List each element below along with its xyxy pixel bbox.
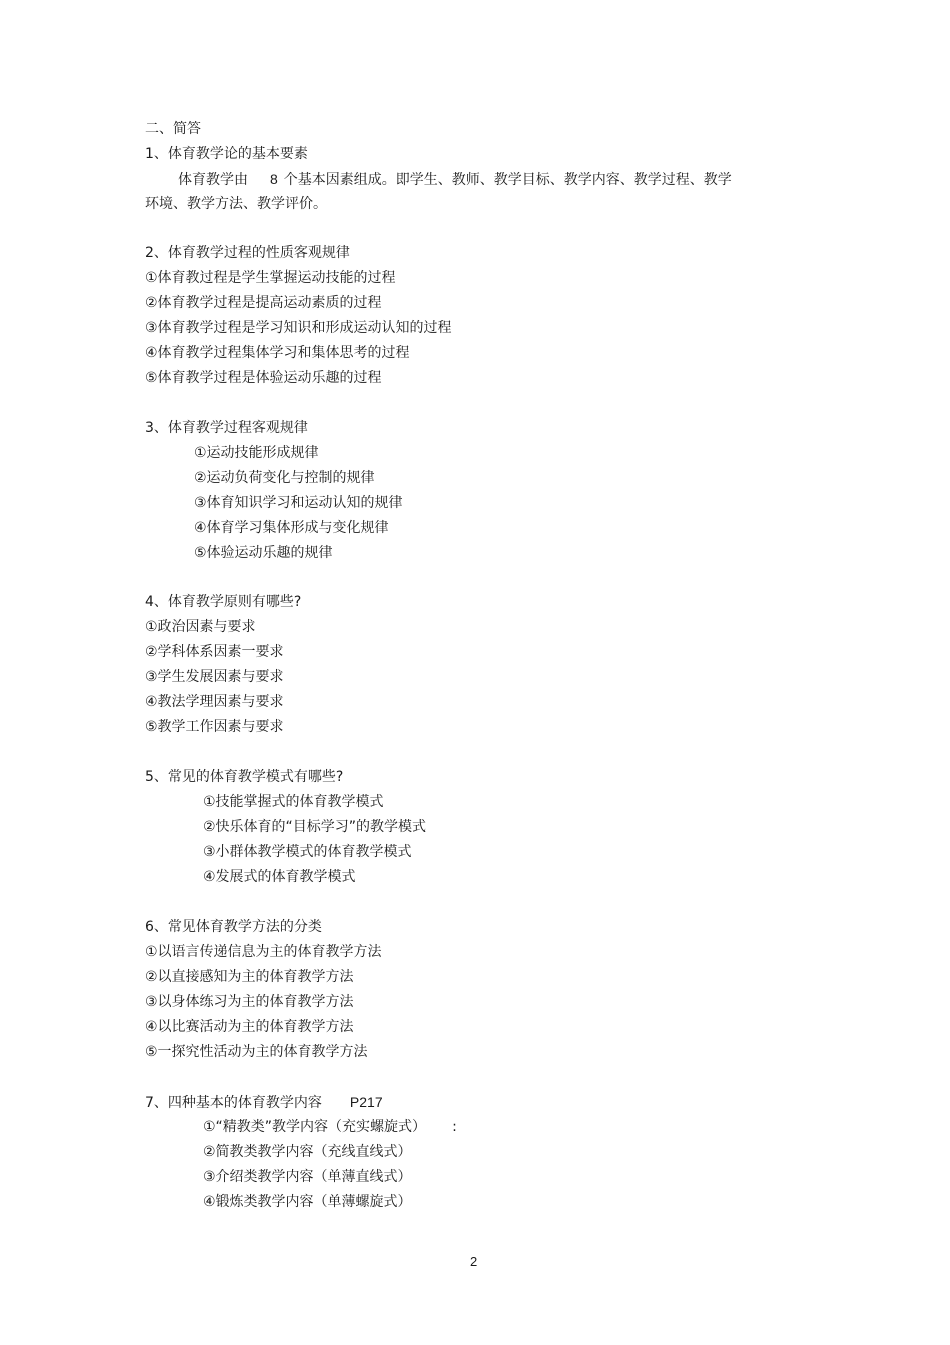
page-number: 2 — [470, 1254, 478, 1269]
para-text-pre: 体育教学由 — [178, 172, 248, 188]
list-item: ⑤体验运动乐趣的规律 — [194, 545, 333, 561]
list-item: ④以比赛活动为主的体育教学方法 — [145, 1019, 354, 1035]
question-1-paragraph-line-1 — [178, 170, 732, 189]
list-item: ③以身体练习为主的体育教学方法 — [145, 994, 354, 1010]
list-item: ②运动负荷变化与控制的规律 — [194, 470, 375, 486]
question-7-title-row — [145, 1093, 383, 1112]
page-reference: P217 — [349, 1094, 383, 1110]
list-item: ③介绍类教学内容（单薄直线式） — [203, 1169, 412, 1185]
section-heading: 二、简答 — [145, 121, 201, 137]
list-item-text: ①“精教类”教学内容（充实螺旋式） — [203, 1119, 427, 1135]
list-item: ③学生发展因素与要求 — [145, 669, 284, 685]
question-2-title: 2、体育教学过程的性质客观规律 — [145, 245, 350, 261]
list-item: ③体育知识学习和运动认知的规律 — [194, 495, 403, 511]
list-item: ③小群体教学模式的体育教学模式 — [203, 844, 412, 860]
list-item — [203, 1118, 457, 1136]
list-item: ④锻炼类教学内容（单薄螺旋式） — [203, 1194, 412, 1210]
list-item: ②快乐体育的“目标学习”的教学模式 — [203, 819, 427, 835]
list-item: ①技能掌握式的体育教学模式 — [203, 794, 384, 810]
question-7-title: 7、四种基本的体育教学内容 — [145, 1095, 322, 1111]
list-item: ①政治因素与要求 — [145, 619, 256, 635]
list-item: ④体育学习集体形成与变化规律 — [194, 520, 389, 536]
list-item: ①运动技能形成规律 — [194, 445, 319, 461]
list-item: ⑤教学工作因素与要求 — [145, 719, 284, 735]
para-text-post: 个基本因素组成。即学生、教师、教学目标、教学内容、教学过程、教学 — [283, 172, 732, 188]
list-item: ③体育教学过程是学习知识和形成运动认知的过程 — [145, 320, 452, 336]
list-item: ②以直接感知为主的体育教学方法 — [145, 969, 354, 985]
list-item: ⑤一探究性活动为主的体育教学方法 — [145, 1044, 368, 1060]
list-item: ②简教类教学内容（充线直线式） — [203, 1144, 412, 1160]
list-item: ⑤体育教学过程是体验运动乐趣的过程 — [145, 370, 382, 386]
question-3-title: 3、体育教学过程客观规律 — [145, 420, 308, 436]
question-1-paragraph-line-2: 环境、教学方法、教学评价。 — [145, 196, 327, 212]
question-4-title: 4、体育教学原则有哪些? — [145, 594, 302, 610]
list-item: ④教法学理因素与要求 — [145, 694, 284, 710]
question-6-title: 6、常见体育教学方法的分类 — [145, 919, 322, 935]
list-item: ②体育教学过程是提高运动素质的过程 — [145, 295, 382, 311]
para-number: 8 — [270, 171, 278, 187]
list-item: ②学科体系因素一要求 — [145, 644, 284, 660]
list-item: ①以语言传递信息为主的体育教学方法 — [145, 944, 382, 960]
list-item-colon: : — [452, 1119, 457, 1135]
list-item: ④体育教学过程集体学习和集体思考的过程 — [145, 345, 410, 361]
question-1-title: 1、体育教学论的基本要素 — [145, 146, 308, 162]
list-item: ①体育教过程是学生掌握运动技能的过程 — [145, 270, 396, 286]
list-item: ④发展式的体育教学模式 — [203, 869, 356, 885]
question-5-title: 5、常见的体育教学模式有哪些? — [145, 769, 344, 785]
